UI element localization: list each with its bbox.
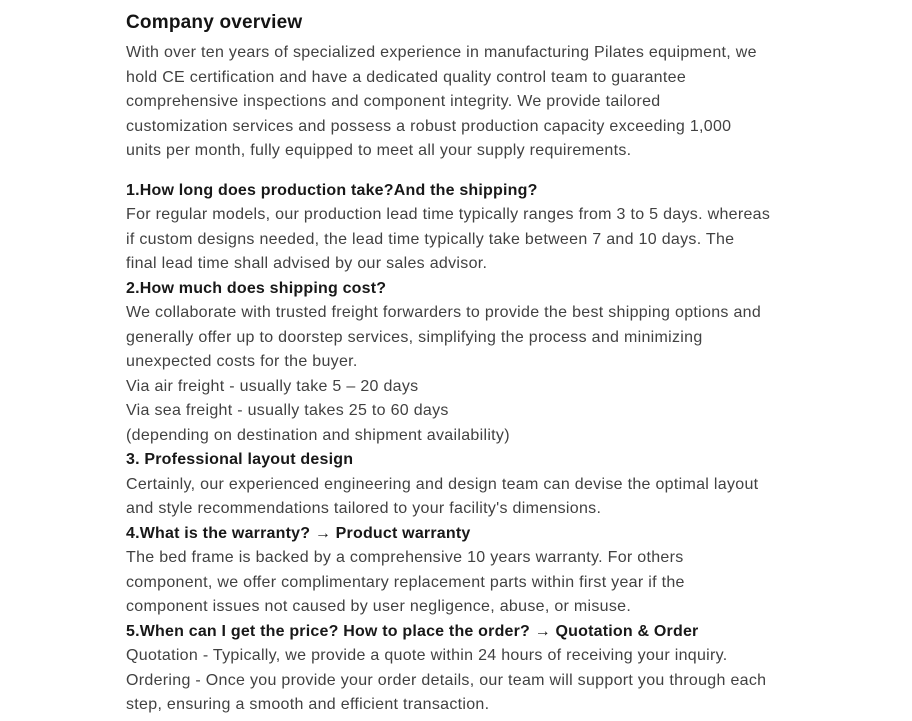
faq-answer-line: component issues not caused by user negligence, abuse, or misuse. xyxy=(126,598,632,615)
text-line: comprehensive inspections and component integrity. We provide tailored xyxy=(126,93,661,110)
text-line: units per month, fully equipped to meet all your supply requirements. xyxy=(126,142,632,159)
intro-paragraph xyxy=(126,41,810,164)
faq-answer-line: component, we offer complimentary replacement parts within first year if the xyxy=(126,573,685,591)
faq-question: 4.What is the warranty? → Product warranty xyxy=(126,524,471,542)
faq-answer-line: Via sea freight - usually takes 25 to 60 days xyxy=(126,402,449,419)
faq-answer-line: The bed frame is backed by a comprehensive 10 years warranty. For others xyxy=(126,549,684,566)
faq-question: 5.When can I get the price? How to place the order? → Quotation & Order xyxy=(126,622,699,640)
text-line: customization services and possess a robust production capacity exceeding 1,000 xyxy=(126,117,732,135)
faq-answer-line: Via air freight - usually take 5 – 20 days xyxy=(126,377,419,395)
faq-section-layout-design xyxy=(126,448,810,522)
faq-section-production-time xyxy=(126,179,810,277)
faq-answer-line: Ordering - Once you provide your order details, our team will support you through each xyxy=(126,671,767,689)
faq-answer-line: (depending on destination and shipment availability) xyxy=(126,426,510,444)
faq-answer-line: We collaborate with trusted freight forwarders to provide the best shipping options and xyxy=(126,304,762,321)
faq-answer-line: For regular models, our production lead time typically ranges from 3 to 5 days. whereas xyxy=(126,206,771,223)
faq-answer-line: Certainly, our experienced engineering and design team can devise the optimal layout xyxy=(126,475,759,493)
faq-answer-line: step, ensuring a smooth and efficient transaction. xyxy=(126,696,490,713)
text-line: With over ten years of specialized experience in manufacturing Pilates equipment, we xyxy=(126,44,757,61)
faq-section-shipping-cost xyxy=(126,277,810,449)
faq-question: 3. Professional layout design xyxy=(126,451,354,468)
faq-section-price-order xyxy=(126,620,810,718)
page-title: Company overview xyxy=(126,12,303,33)
faq-answer-line: unexpected costs for the buyer. xyxy=(126,353,358,370)
faq-answer-line: generally offer up to doorstep services, simplifying the process and minimizing xyxy=(126,328,703,346)
faq-answer-line: and style recommendations tailored to your facility's dimensions. xyxy=(126,500,602,517)
faq-answer-line: final lead time shall advised by our sales advisor. xyxy=(126,255,488,272)
faq-question: 2.How much does shipping cost? xyxy=(126,279,387,297)
faq-section-warranty xyxy=(126,522,810,620)
faq-answer-line: if custom designs needed, the lead time typically take between 7 and 10 days. The xyxy=(126,230,735,248)
faq-answer-line: Quotation - Typically, we provide a quote within 24 hours of receiving your inquiry. xyxy=(126,647,728,664)
text-line: hold CE certification and have a dedicated quality control team to guarantee xyxy=(126,68,687,86)
faq-question: 1.How long does production take?And the shipping? xyxy=(126,181,538,199)
